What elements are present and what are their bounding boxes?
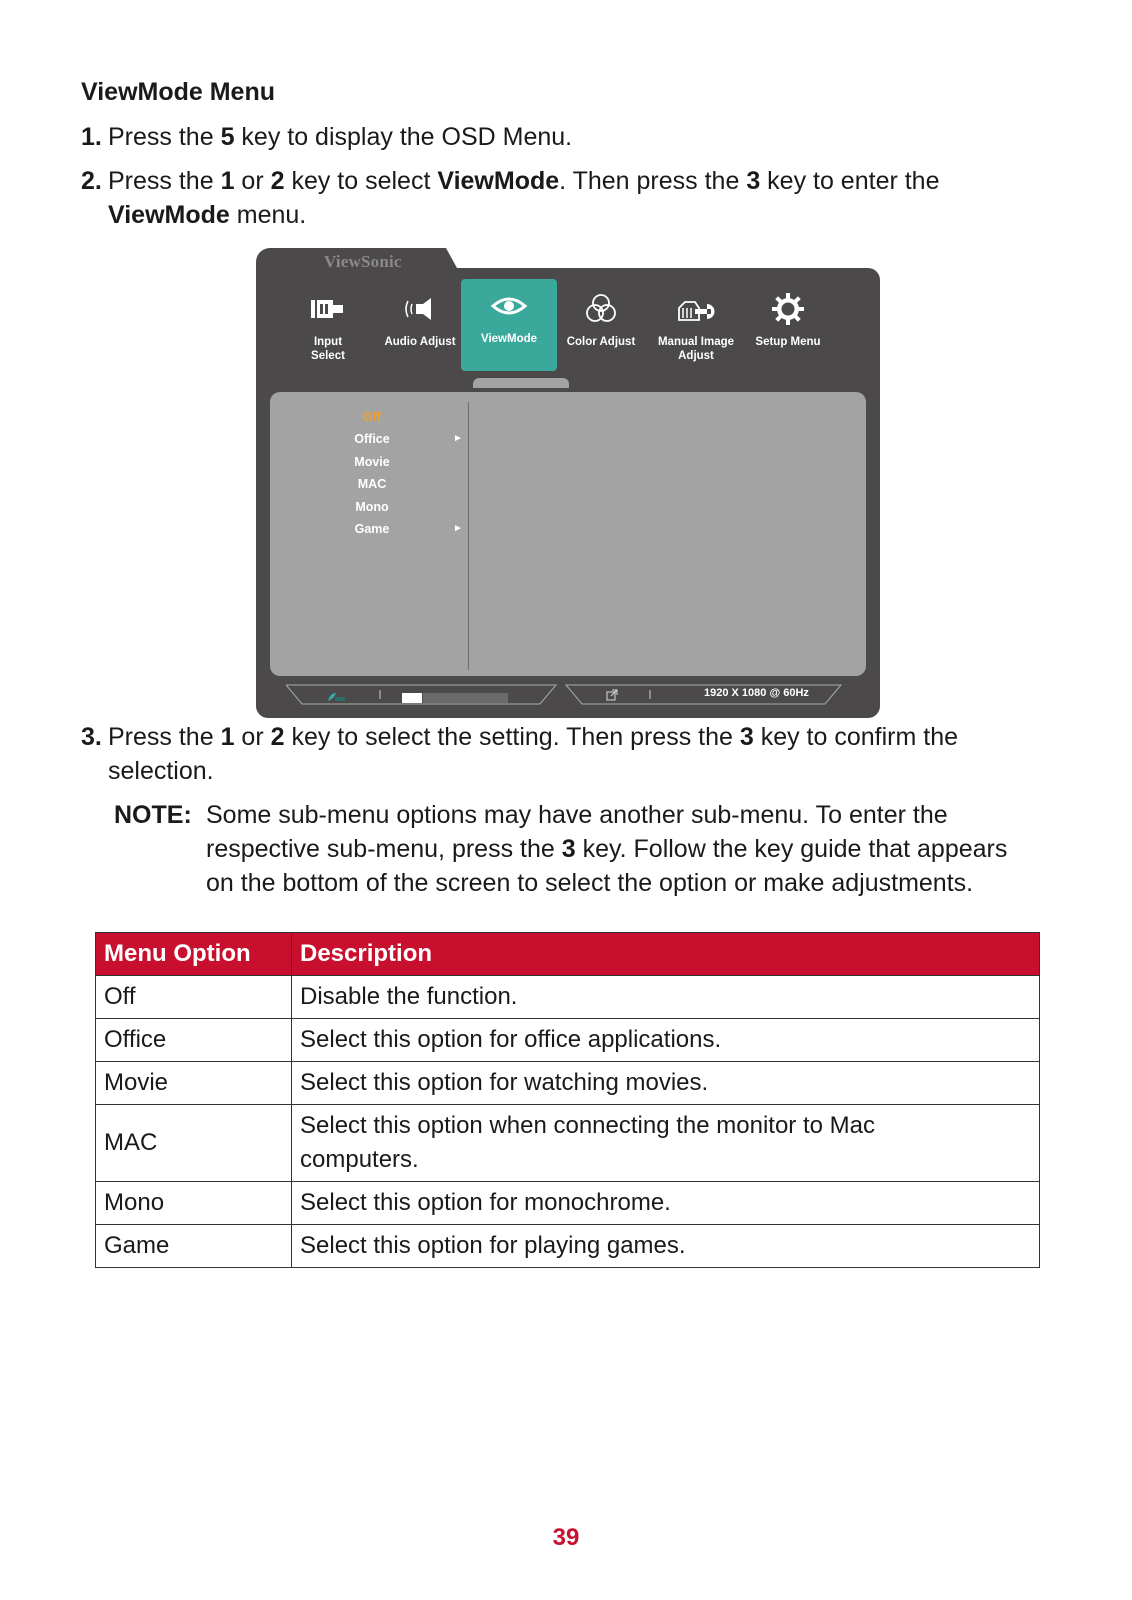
tab-manual-image-adjust[interactable]: [648, 282, 744, 374]
color-circles-icon: [553, 292, 649, 326]
page-number: 39: [552, 1524, 580, 1551]
tab-label: Setup Menu: [755, 336, 821, 348]
table-row: [96, 1019, 1040, 1062]
eco-icon: [326, 690, 346, 708]
table-row: [96, 1105, 1040, 1182]
tab-viewmode[interactable]: [461, 279, 557, 371]
eye-icon: [461, 289, 557, 323]
submenu-item-movie[interactable]: Movie: [354, 454, 390, 469]
active-tab-connector: [473, 378, 569, 388]
tab-input-select[interactable]: [280, 282, 376, 374]
tab-setup-menu[interactable]: [740, 282, 836, 374]
step-text: Press the 5 key to display the OSD Menu.: [108, 123, 573, 151]
input-select-icon: [280, 292, 376, 326]
tab-color-adjust[interactable]: [553, 282, 649, 374]
tab-label: ViewMode: [480, 333, 538, 345]
step-number: 1.: [81, 123, 102, 151]
table-row: [96, 1182, 1040, 1225]
column-header: Menu Option: [96, 933, 292, 976]
description-cell: Select this option when connecting the monitor to Mac computers.: [292, 1105, 1040, 1182]
osd-status-bar: [286, 684, 846, 706]
table-row: [96, 1062, 1040, 1105]
hand-wrench-icon: [648, 292, 744, 326]
menu-options-table: [95, 932, 1040, 1268]
note-text: Some sub-menu options may have another sub-menu. To enter the respective sub-menu, press the 3 key. Follow the key guide that appears on the bottom of the screen to select the option or make adjustments.: [206, 801, 1008, 897]
option-cell: Office: [96, 1019, 292, 1062]
osd-menu-bar: [256, 282, 880, 374]
submenu-item-mono[interactable]: Mono: [355, 499, 389, 514]
option-cell: Off: [96, 976, 292, 1019]
tab-label: Audio Adjust: [384, 336, 456, 348]
table-row: [96, 1225, 1040, 1268]
option-cell: Mono: [96, 1182, 292, 1225]
description-cell: Disable the function.: [292, 976, 1040, 1019]
right-arrow-icon: ►: [453, 433, 463, 445]
viewmode-submenu: [340, 406, 470, 540]
description-cell: Select this option for playing games.: [292, 1225, 1040, 1268]
section-title: ViewMode Menu: [81, 78, 276, 106]
table-row: [96, 976, 1040, 1019]
tab-label: Manual Image Adjust: [657, 336, 735, 362]
step-text: Press the 1 or 2 key to select the setting. Then press the 3 key to confirm the selection.: [108, 723, 959, 785]
tab-label: Input Select: [311, 336, 345, 362]
submenu-item-mac[interactable]: MAC: [357, 477, 387, 492]
step-2: [81, 164, 1061, 229]
speaker-icon: [372, 292, 468, 326]
option-cell: MAC: [96, 1105, 292, 1182]
option-cell: Movie: [96, 1062, 292, 1105]
submenu-item-office[interactable]: Office ►: [340, 428, 470, 450]
description-cell: Select this option for watching movies.: [292, 1062, 1040, 1105]
option-cell: Game: [96, 1225, 292, 1268]
table-header-row: [96, 933, 1040, 976]
tab-audio-adjust[interactable]: [372, 282, 468, 374]
right-arrow-icon: ►: [453, 522, 463, 534]
step-number: 2.: [81, 167, 102, 195]
step-number: 3.: [81, 723, 102, 751]
external-link-icon: [606, 688, 618, 706]
submenu-item-game[interactable]: Game ►: [340, 518, 470, 540]
gear-icon: [740, 292, 836, 326]
step-1: [81, 120, 1061, 154]
level-meter: [402, 690, 508, 708]
resolution-readout: 1920 X 1080 @ 60Hz: [704, 687, 809, 699]
description-cell: Select this option for office applications.: [292, 1019, 1040, 1062]
osd-screenshot: [256, 248, 880, 718]
submenu-item-off[interactable]: Off: [362, 410, 382, 424]
step-text: Press the 1 or 2 key to select ViewMode. Then press the 3 key to enter the ViewMode menu.: [108, 167, 940, 229]
tab-label: Color Adjust: [566, 336, 636, 348]
description-cell: Select this option for monochrome.: [292, 1182, 1040, 1225]
brand-logo: ViewSonic: [324, 252, 402, 271]
step-3: [81, 720, 1061, 785]
note-label: NOTE:: [114, 801, 192, 829]
column-header: Description: [292, 933, 1040, 976]
